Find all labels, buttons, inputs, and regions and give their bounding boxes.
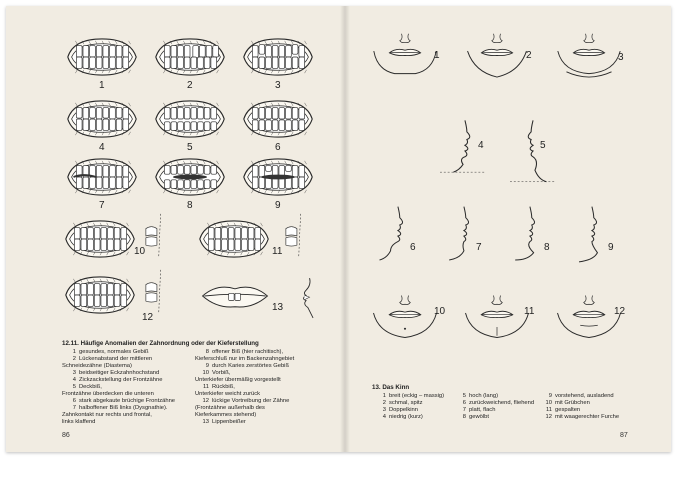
caption-item-text: Schneidezähne (Diastema) xyxy=(62,363,132,369)
caption-item-number: 2 xyxy=(72,356,76,362)
caption-item-number: 8 xyxy=(462,414,466,420)
caption-item-text: stark abgekaute brüchige Frontzähne xyxy=(79,398,176,404)
figure-label: 9 xyxy=(275,200,281,211)
caption-item-number: 7 xyxy=(72,405,76,411)
caption-item-number: 10 xyxy=(545,400,552,406)
figure-label: 6 xyxy=(275,142,281,153)
figure-label: 2 xyxy=(526,50,532,61)
caption-item-text: Kieferkammes stehend) xyxy=(195,412,257,418)
figure-label: 12 xyxy=(614,306,626,317)
caption-title xyxy=(372,384,662,391)
figure-label: 10 xyxy=(134,246,146,257)
teeth-caption xyxy=(62,340,332,425)
chin-profile-illustration xyxy=(440,204,486,270)
caption-item xyxy=(62,370,175,377)
caption-item-number: 11 xyxy=(545,407,552,413)
teeth-profile-illustration xyxy=(142,212,170,258)
caption-item-text: (Frontzähne außerhalb des xyxy=(195,405,265,411)
teeth-illustration xyxy=(64,98,140,140)
figure-label: 8 xyxy=(544,242,550,253)
caption-item xyxy=(195,349,294,363)
chin-front-illustration xyxy=(370,32,440,84)
figure-label: 1 xyxy=(434,50,440,61)
teeth-illustration xyxy=(240,156,316,198)
caption-item-text: schmal, spitz xyxy=(389,400,423,406)
caption-item xyxy=(195,370,294,384)
caption-number: 13. xyxy=(372,384,381,391)
teeth-illustration xyxy=(64,156,140,198)
figure-label: 6 xyxy=(410,242,416,253)
book-gutter xyxy=(340,6,350,452)
teeth-illustration xyxy=(240,36,316,78)
caption-item-text: Unterkiefer übermäßig vorgestellt xyxy=(195,377,281,383)
caption-item-text: zurückweichend, fliehend xyxy=(469,400,535,406)
caption-column-2 xyxy=(452,393,534,421)
caption-item xyxy=(195,419,294,426)
caption-item-text: lückige Vortreibung der Zähne xyxy=(212,398,290,404)
caption-item-text: gespalten xyxy=(555,407,581,413)
caption-item-text: Rückbiß, xyxy=(212,384,235,390)
teeth-illustration xyxy=(240,98,316,140)
figure-label: 5 xyxy=(187,142,193,153)
caption-item-number: 6 xyxy=(462,400,466,406)
chin-front-illustration xyxy=(462,290,535,350)
caption-column-2 xyxy=(195,349,294,426)
teeth-illustration xyxy=(62,218,138,260)
teeth-illustration xyxy=(152,156,228,198)
figure-label: 1 xyxy=(99,80,105,91)
figure-label: 13 xyxy=(272,302,284,313)
caption-item-text: Frontzähne überdecken die unteren xyxy=(62,391,154,397)
figure-label: 4 xyxy=(99,142,105,153)
caption-item xyxy=(452,393,534,400)
teeth-profile-illustration xyxy=(142,268,170,314)
caption-item-text: durch Karies zerstörtes Gebiß xyxy=(212,363,289,369)
caption-item-text: Unterkiefer weicht zurück xyxy=(195,391,261,397)
caption-item-text: Doppelkinn xyxy=(389,407,419,413)
figure-label: 7 xyxy=(99,200,105,211)
caption-item-text: halboffener Biß links (Dysgnathie). xyxy=(79,405,168,411)
caption-item-text: Kieferschluß nur im Backenzahngebiet xyxy=(195,356,295,362)
caption-item-text: gesundes, normales Gebiß xyxy=(79,349,149,355)
caption-item-number: 1 xyxy=(72,349,76,355)
caption-item xyxy=(195,398,294,419)
caption-item xyxy=(195,384,294,398)
figure-label: 2 xyxy=(187,80,193,91)
figure-label: 11 xyxy=(524,306,535,317)
caption-item xyxy=(62,384,175,398)
caption-item-text: niedrig (kurz) xyxy=(389,414,423,420)
caption-item-number: 4 xyxy=(72,377,76,383)
caption-number: 12.11. xyxy=(62,340,79,347)
figure-label: 8 xyxy=(187,200,193,211)
caption-item-text: Vorbiß, xyxy=(212,370,231,376)
caption-item-text: platt, flach xyxy=(469,407,496,413)
caption-item xyxy=(538,414,619,421)
caption-item xyxy=(62,349,175,356)
figure-label: 3 xyxy=(618,52,624,63)
caption-item-number: 5 xyxy=(462,393,466,399)
caption-title-text: Das Kinn xyxy=(382,384,410,391)
caption-item xyxy=(538,407,619,414)
caption-item xyxy=(538,393,619,400)
caption-item-text: breit (eckig – massig) xyxy=(389,393,445,399)
teeth-illustration xyxy=(152,36,228,78)
lip-biter-profile-illustration xyxy=(294,276,320,320)
caption-item-number: 8 xyxy=(205,349,209,355)
caption-item-number: 4 xyxy=(382,414,386,420)
caption-item-number: 13 xyxy=(202,419,209,425)
right-page xyxy=(350,6,671,452)
caption-column-3 xyxy=(538,393,619,421)
caption-item xyxy=(372,414,444,421)
caption-item xyxy=(62,398,175,405)
chin-front-illustration xyxy=(554,290,624,350)
figure-label: 9 xyxy=(608,242,614,253)
caption-item xyxy=(452,407,534,414)
teeth-illustration xyxy=(196,218,272,260)
caption-item xyxy=(62,405,175,426)
caption-item-number: 1 xyxy=(382,393,386,399)
caption-item xyxy=(452,400,534,407)
caption-item xyxy=(372,407,444,414)
chin-caption xyxy=(372,384,662,420)
caption-item-number: 11 xyxy=(202,384,209,390)
caption-item xyxy=(372,393,444,400)
figure-label: 4 xyxy=(478,140,484,151)
caption-item xyxy=(538,400,619,407)
caption-item-text: beidseitiger Eckzahnhochstand xyxy=(79,370,160,376)
caption-item-text: Lippenbeißer xyxy=(212,419,246,425)
caption-item xyxy=(452,414,534,421)
page-number-right: 87 xyxy=(620,432,628,439)
caption-title xyxy=(62,340,332,347)
caption-item-text: Zahnkontakt nur rechts und frontal, xyxy=(62,412,152,418)
chin-front-illustration xyxy=(554,32,624,84)
figure-label: 3 xyxy=(275,80,281,91)
chin-profile-illustration xyxy=(510,118,558,186)
caption-item-number: 9 xyxy=(548,393,552,399)
teeth-illustration xyxy=(62,274,138,316)
chin-profile-illustration xyxy=(506,204,552,270)
caption-item-text: hoch (lang) xyxy=(469,393,499,399)
caption-item xyxy=(372,400,444,407)
page-number-left: 86 xyxy=(62,432,70,439)
figure-label: 11 xyxy=(272,246,283,257)
caption-item-number: 5 xyxy=(72,384,76,390)
caption-item-number: 9 xyxy=(205,363,209,369)
figure-label: 5 xyxy=(540,140,546,151)
caption-item-number: 10 xyxy=(202,370,209,376)
chin-front-illustration xyxy=(370,290,440,350)
caption-item-text: Lückenabstand der mittleren xyxy=(79,356,153,362)
figure-label: 7 xyxy=(476,242,482,253)
teeth-illustration xyxy=(64,36,140,78)
caption-item xyxy=(62,377,175,384)
figure-label: 10 xyxy=(434,306,446,317)
chin-front-illustration xyxy=(462,32,532,84)
chin-profile-illustration xyxy=(568,204,614,270)
caption-item-text: mit Grübchen xyxy=(555,400,590,406)
caption-item xyxy=(62,356,175,370)
caption-item-text: gewölbt xyxy=(469,414,489,420)
caption-item-text: Zickzackstellung der Frontzähne xyxy=(79,377,163,383)
caption-item-number: 6 xyxy=(72,398,76,404)
caption-item-number: 2 xyxy=(382,400,386,406)
chin-profile-illustration xyxy=(374,204,420,270)
lips-illustration xyxy=(198,278,272,314)
caption-item xyxy=(195,363,294,370)
caption-item-number: 3 xyxy=(382,407,386,413)
figure-label: 12 xyxy=(142,312,154,323)
caption-title-text: Häufige Anomalien der Zahnordnung oder der Kieferstellung xyxy=(80,340,259,347)
caption-item-number: 7 xyxy=(462,407,466,413)
caption-item-text: Deckbiß, xyxy=(79,384,102,390)
left-page xyxy=(6,6,340,452)
caption-item-number: 12 xyxy=(202,398,209,404)
caption-item-number: 3 xyxy=(72,370,76,376)
book-spread xyxy=(6,6,671,452)
caption-column-1 xyxy=(62,349,175,426)
caption-item-number: 12 xyxy=(545,414,552,420)
teeth-profile-illustration xyxy=(282,212,310,258)
caption-item-text: offener Biß (hier rachitisch), xyxy=(212,349,284,355)
caption-column-1 xyxy=(372,393,444,421)
chin-profile-illustration xyxy=(440,118,488,186)
caption-item-text: links klaffend xyxy=(62,419,96,425)
caption-item-text: mit waagerechter Furche xyxy=(555,414,620,420)
caption-item-text: vorstehend, ausladend xyxy=(555,393,614,399)
teeth-illustration xyxy=(152,98,228,140)
